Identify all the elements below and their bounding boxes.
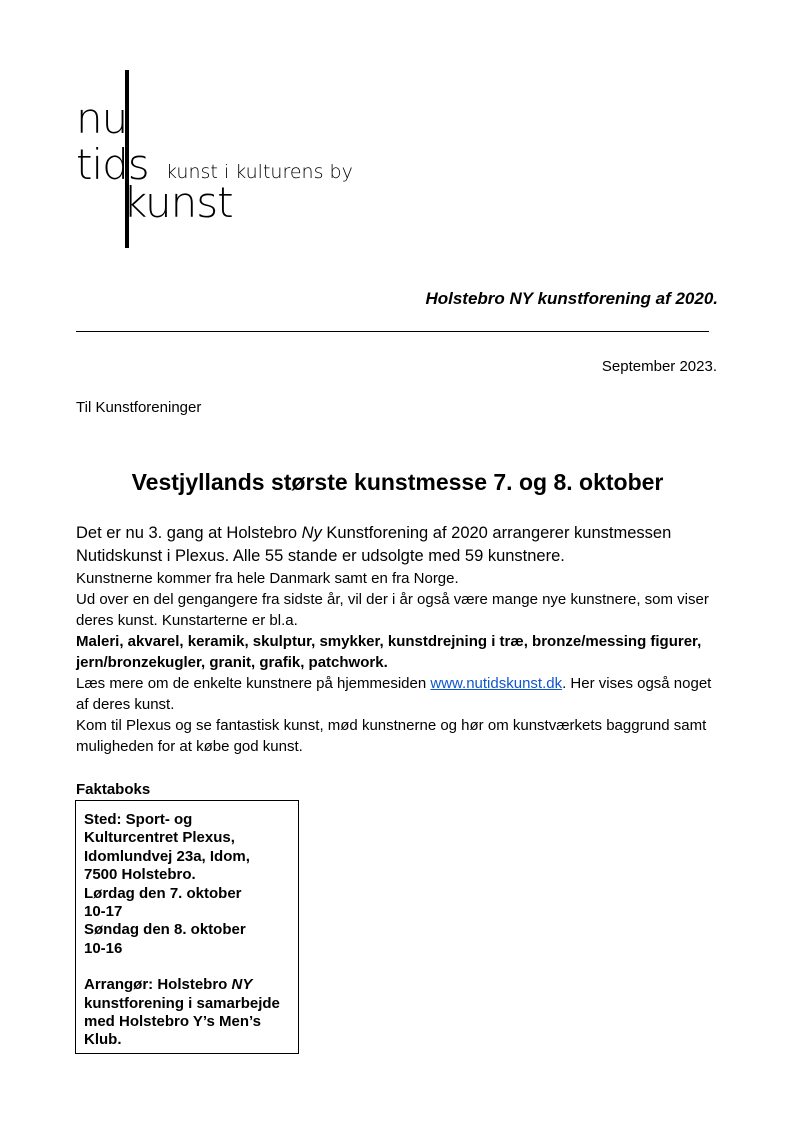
factbox-line: med Holstebro Y’s Men’s (84, 1013, 261, 1031)
logo-word-nu: nu (76, 94, 128, 143)
salutation: Til Kunstforeninger (76, 399, 202, 416)
factbox-line: kunstforening i samarbejde (84, 994, 280, 1012)
factbox-line: 10-17 (84, 903, 123, 921)
factbox-line: Kulturcentret Plexus, (84, 829, 235, 847)
factbox-line: Lørdag den 7. oktober (84, 884, 242, 902)
factbox-line: Sted: Sport- og (84, 811, 193, 828)
factbox-arranger: Arrangør: Holstebro NY (84, 976, 253, 994)
factbox-title: Faktaboks (76, 781, 151, 798)
headline: Vestjyllands største kunstmesse 7. og 8. oktober (131, 469, 664, 495)
logo-word-kunst: kunst (123, 178, 233, 227)
logo-word-tids: tids (76, 140, 149, 189)
letter-date: September 2023. (601, 358, 717, 375)
logo (76, 68, 356, 250)
body-text (76, 522, 726, 757)
factbox-spacer (84, 958, 291, 976)
factbox-line: Klub. (84, 1031, 122, 1049)
website-paragraph: Læs mere om de enkelte kunstnere på hjemmesiden www.nutidskunst.dk. Her vises også noget af deres kunst. (76, 675, 712, 713)
factbox-line: 10-16 (84, 939, 123, 957)
factbox-line: Søndag den 8. oktober (84, 921, 246, 939)
intro-paragraph: Det er nu 3. gang at Holstebro Ny Kunstforening af 2020 arrangerer kunstmessen Nutidskunst i Plexus. Alle 55 stande er udsolgte med 59 kunstnere. (76, 524, 672, 565)
factbox (75, 800, 299, 1054)
artists-origin-paragraph: Kunstnerne kommer fra hele Danmark samt en fra Norge. (76, 570, 459, 587)
website-link[interactable]: www.nutidskunst.dk (430, 675, 563, 692)
logo-tagline: kunst i kulturens by (166, 161, 353, 183)
invitation-paragraph: Kom til Plexus og se fantastisk kunst, mød kunstnerne og hør om kunstværkets baggrund samt muligheden for at købe god kunst. (76, 717, 707, 755)
artists-new-paragraph: Ud over en del gengangere fra sidste år, vil der i år også være mange nye kunstnere, som viser deres kunst. Kunstarterne er bl.a. (76, 591, 709, 629)
organization-name: Holstebro NY kunstforening af 2020. (425, 289, 718, 308)
art-forms-list: Maleri, akvarel, keramik, skulptur, smykker, kunstdrejning i træ, bronze/messing figurer, jern/bronzekugler, granit, grafik, patchwork. (76, 633, 702, 671)
header-divider (76, 331, 709, 332)
factbox-line: 7500 Holstebro. (84, 866, 196, 884)
factbox-line: Idomlundvej 23a, Idom, (84, 847, 250, 865)
